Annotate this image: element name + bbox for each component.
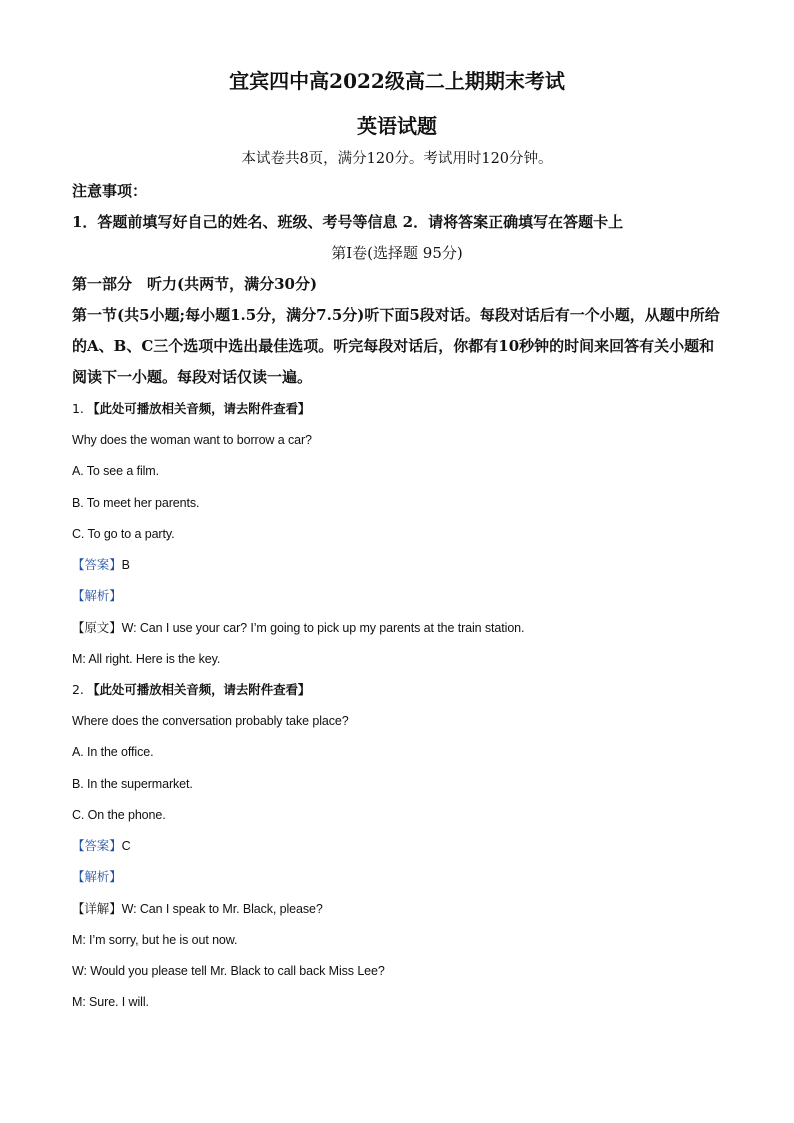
question-2-prompt: Where does the conversation probably take place?	[72, 714, 349, 728]
option-c: C. On the phone.	[72, 808, 166, 822]
question-1-header	[72, 400, 310, 418]
answer-value: B	[121, 558, 130, 572]
question-2-header	[72, 681, 310, 699]
option-c: C. To go to a party.	[72, 527, 175, 541]
transcript-line	[72, 900, 323, 918]
answer-line	[72, 556, 130, 574]
audio-placeholder[interactable]: 【此处可播放相关音频，请去附件查看】	[87, 401, 311, 416]
transcript-line: M: Sure. I will.	[72, 995, 149, 1009]
notes-heading: 注意事项：	[72, 182, 148, 200]
audio-placeholder[interactable]: 【此处可播放相关音频，请去附件查看】	[87, 682, 311, 697]
transcript-line: M: I’m sorry, but he is out now.	[72, 933, 238, 947]
section-instructions: 第一节(共5小题;每小题1.5分，满分7.5分)听下面5段对话。每段对话后有一个小题，从题中所给的A、B、C三个选项中选出最佳选项。听完每段对话后，你都有10秒钟的时间来回答有关小题和阅读下一小题。每段对话仅读一遍。	[72, 306, 720, 386]
answer-value: C	[121, 839, 131, 853]
source-tag: 【详解】	[72, 901, 122, 916]
source-tag: 【原文】	[72, 620, 122, 635]
transcript-line	[72, 619, 524, 637]
transcript-text: W: Can I use your car? I’m going to pick up my parents at the train station.	[121, 621, 525, 635]
transcript-line: M: All right. Here is the key.	[72, 652, 221, 666]
answer-tag: 【答案】	[72, 838, 122, 853]
option-a: A. In the office.	[72, 745, 154, 759]
notes-item: 1．答题前填写好自己的姓名、班级、考号等信息 2．请将答案正确填写在答题卡上	[72, 213, 624, 231]
part-heading: 第一部分 听力(共两节，满分30分)	[72, 275, 318, 293]
analysis-tag: 【解析】	[72, 869, 122, 884]
transcript-text: W: Can I speak to Mr. Black, please?	[121, 902, 323, 916]
subject-title: 英语试题	[357, 114, 437, 138]
option-b: B. To meet her parents.	[72, 496, 200, 510]
volume-heading: 第I卷(选择题 95分)	[331, 244, 463, 262]
question-number: 2.	[72, 682, 84, 697]
answer-tag: 【答案】	[72, 557, 122, 572]
analysis-line	[72, 587, 122, 605]
analysis-tag: 【解析】	[72, 588, 122, 603]
exam-title: 宜宾四中高2022级高二上期期末考试	[229, 69, 565, 93]
exam-info: 本试卷共8页，满分120分。考试用时120分钟。	[241, 151, 553, 167]
transcript-line: W: Would you please tell Mr. Black to call back Miss Lee?	[72, 964, 385, 978]
analysis-line	[72, 868, 122, 886]
option-b: B. In the supermarket.	[72, 777, 193, 791]
option-a: A. To see a film.	[72, 464, 159, 478]
question-number: 1.	[72, 401, 84, 416]
question-1-prompt: Why does the woman want to borrow a car?	[72, 433, 312, 447]
answer-line	[72, 837, 131, 855]
